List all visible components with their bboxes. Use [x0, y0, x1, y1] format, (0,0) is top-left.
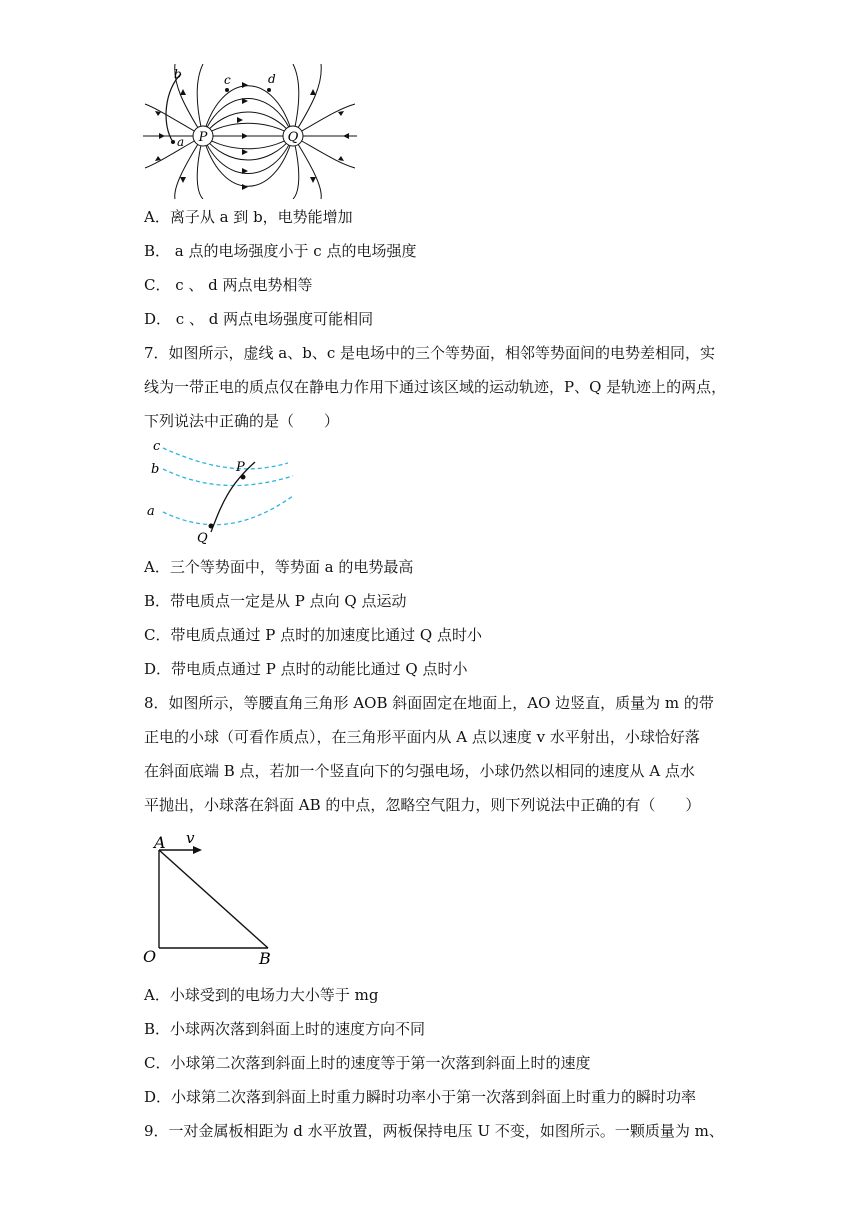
q7-stem-line-3: 下列说法中正确的是（ ）: [144, 412, 340, 430]
q8-stem-line-4: 平抛出，小球落在斜面 AB 的中点，忽略空气阻力，则下列说法中正确的有（ ）: [144, 796, 701, 814]
q7-option-b: B．带电质点一定是从 P 点向 Q 点运动: [144, 592, 407, 610]
label-d: d: [268, 72, 276, 86]
q6-option-a: A．离子从 a 到 b，电势能增加: [144, 208, 353, 226]
label-P: P: [198, 130, 208, 145]
q8-option-a: A．小球受到的电场力大小等于 mg: [144, 986, 379, 1004]
q8-stem-line-1: 8．如图所示，等腰直角三角形 AOB 斜面固定在地面上，AO 边竖直，质量为 m 的带: [144, 694, 714, 712]
q9-stem-line-1: 9．一对金属板相距为 d 水平放置，两板保持电压 U 不变，如图所示。一颗质量为 m、: [144, 1122, 724, 1140]
q8-option-c: C．小球第二次落到斜面上时的速度等于第一次落到斜面上时的速度: [144, 1054, 591, 1072]
label-a7: a: [147, 504, 155, 519]
label-b: b: [174, 67, 182, 81]
label-B: B: [259, 949, 271, 968]
q7-option-d: D．带电质点通过 P 点时的动能比通过 Q 点时小: [144, 660, 468, 678]
q7-option-a: A．三个等势面中，等势面 a 的电势最高: [144, 558, 414, 576]
q7-stem-line-1: 7．如图所示，虚线 a、b、c 是电场中的三个等势面，相邻等势面间的电势差相同，实: [144, 344, 716, 362]
q8-option-b: B．小球两次落到斜面上时的速度方向不同: [144, 1020, 426, 1038]
label-a: a: [177, 135, 185, 149]
label-Q: Q: [287, 130, 299, 145]
q8-option-d: D．小球第二次落到斜面上时重力瞬时功率小于第一次落到斜面上时重力的瞬时功率: [144, 1088, 697, 1106]
q6-option-c: C． c 、 d 两点电势相等: [144, 276, 313, 294]
q8-stem-line-2: 正电的小球（可看作质点），在三角形平面内从 A 点以速度 v 水平射出，小球恰好落: [144, 728, 700, 746]
q6-option-b: B． a 点的电场强度小于 c 点的电场强度: [144, 242, 417, 260]
field-lines-figure: [143, 64, 358, 199]
label-c7: c: [153, 439, 161, 454]
label-O: O: [143, 947, 157, 966]
q7-stem-line-2: 线为一带正电的质点仅在静电力作用下通过该区域的运动轨迹，P、Q 是轨迹上的两点，: [144, 378, 727, 396]
label-b7: b: [151, 462, 160, 477]
triangle-figure: [140, 828, 280, 968]
label-v: v: [186, 829, 195, 847]
q7-option-c: C．带电质点通过 P 点时的加速度比通过 Q 点时小: [144, 626, 482, 644]
q8-stem-line-3: 在斜面底端 B 点，若加一个竖直向下的匀强电场，小球仍然以相同的速度从 A 点水: [144, 762, 695, 780]
label-c: c: [224, 73, 231, 87]
label-Q7: Q: [197, 531, 208, 546]
label-P7: P: [236, 460, 245, 475]
equipotential-figure: [143, 436, 303, 546]
label-A: A: [154, 833, 166, 852]
q6-option-d: D． c 、 d 两点电场强度可能相同: [144, 310, 374, 328]
